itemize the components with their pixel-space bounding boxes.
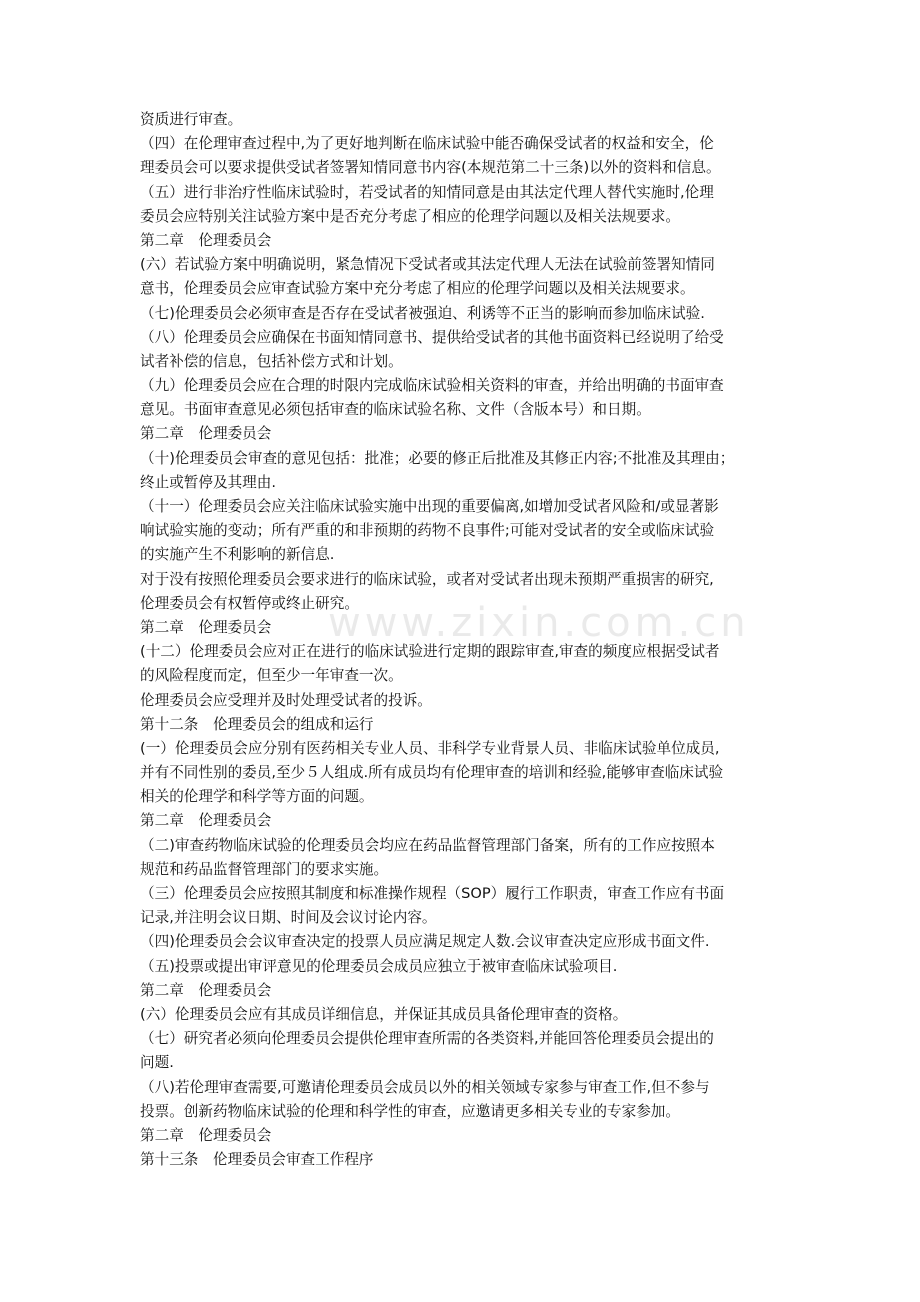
text-line: （四）在伦理审查过程中,为了更好地判断在临床试验中能否确保受试者的权益和安全，伦 <box>140 135 714 153</box>
text-line: (十二）伦理委员会应对正在进行的临床试验进行定期的跟踪审查,审查的频度应根据受试者 <box>140 643 720 661</box>
text-line: 第二章 伦理委员会 <box>140 1126 272 1144</box>
text-line: （二)审查药物临床试验的伦理委员会均应在药品监督管理部门备案，所有的工作应按照本 <box>140 836 715 854</box>
text-line: 意书，伦理委员会应审查试验方案中充分考虑了相应的伦理学问题以及相关法规要求。 <box>140 280 695 298</box>
text-line: 第十二条 伦理委员会的组成和运行 <box>140 715 374 733</box>
text-line: 对于没有按照伦理委员会要求进行的临床试验，或者对受试者出现未预期严重损害的研究, <box>140 570 714 588</box>
text-line: 的实施产生不利影响的新信息. <box>140 546 335 564</box>
text-line: 投票。创新药物临床试验的伦理和科学性的审查，应邀请更多相关专业的专家参加。 <box>140 1102 680 1120</box>
text-line: 相关的伦理学和科学等方面的问题。 <box>140 788 374 806</box>
text-line: （四)伦理委员会会议审查决定的投票人员应满足规定人数.会议审查决定应形成书面文件. <box>140 933 710 951</box>
text-line: 理委员会可以要求提供受试者签署知情同意书内容(本规范第二十三条)以外的资料和信息。 <box>140 159 721 177</box>
text-line: 并有不同性别的委员,至少５人组成.所有成员均有伦理审查的培训和经验,能够审查临床试验 <box>140 764 724 782</box>
text-line: （八）伦理委员会应确保在书面知情同意书、提供给受试者的其他书面资料已经说明了给受 <box>140 328 724 346</box>
text-line: （七)伦理委员会必须审查是否存在受试者被强迫、利诱等不正当的影响而参加临床试验. <box>140 304 705 322</box>
text-line: （七）研究者必须向伦理委员会提供伦理审查所需的各类资料,并能回答伦理委员会提出的 <box>140 1030 714 1048</box>
text-line: （十一）伦理委员会应关注临床试验实施中出现的重要偏离,如增加受试者风险和/或显著影 <box>140 498 719 515</box>
text-line: 响试验实施的变动；所有严重的和非预期的药物不良事件;可能对受试者的安全或临床试验 <box>140 522 715 540</box>
text-line: 伦理委员会应受理并及时处理受试者的投诉。 <box>140 691 432 709</box>
text-line: 第二章 伦理委员会 <box>140 231 272 249</box>
text-line: (六）若试验方案中明确说明，紧急情况下受试者或其法定代理人无法在试验前签署知情同 <box>140 256 715 274</box>
text-line: （三）伦理委员会应按照其制度和标准操作规程（SOP）履行工作职责，审查工作应有书面 <box>140 885 725 902</box>
text-line: 问题. <box>140 1054 174 1072</box>
text-line: 第二章 伦理委员会 <box>140 812 272 830</box>
document-body <box>140 108 785 1172</box>
text-line: 资质进行审查。 <box>140 111 243 128</box>
text-line: 意见。书面审查意见必须包括审查的临床试验名称、文件（含版本号）和日期。 <box>140 401 651 419</box>
text-line: 伦理委员会有权暂停或终止研究。 <box>140 594 359 612</box>
text-line: (一）伦理委员会应分别有医药相关专业人员、非科学专业背景人员、非临床试验单位成员, <box>140 739 720 757</box>
text-line: （十)伦理委员会审查的意见包括：批准；必要的修正后批准及其修正内容;不批准及其理由； <box>140 449 735 467</box>
text-line: (六）伦理委员会应有其成员详细信息，并保证其成员具备伦理审查的资格。 <box>140 1005 628 1023</box>
text-line: 规范和药品监督管理部门的要求实施。 <box>140 860 389 878</box>
watermark-text: www.zixin.com.cn <box>328 600 750 646</box>
text-line: （九）伦理委员会应在合理的时限内完成临床试验相关资料的审查，并给出明确的书面审查 <box>140 377 724 395</box>
text-line: 记录,并注明会议日期、时间及会议讨论内容。 <box>140 909 437 927</box>
text-line: 委员会应特别关注试验方案中是否充分考虑了相应的伦理学问题以及相关法规要求。 <box>140 207 680 225</box>
text-line: （五）进行非治疗性临床试验时，若受试者的知情同意是由其法定代理人替代实施时,伦理 <box>140 183 714 201</box>
text-line: 第二章 伦理委员会 <box>140 425 272 443</box>
text-line: 第二章 伦理委员会 <box>140 618 272 636</box>
text-line: 第二章 伦理委员会 <box>140 981 272 999</box>
text-line: （五)投票或提出审评意见的伦理委员会成员应独立于被审查临床试验项目. <box>140 957 618 975</box>
text-line: 终止或暂停及其理由. <box>140 473 276 491</box>
text-line: 试者补偿的信息，包括补偿方式和计划。 <box>140 352 403 370</box>
text-line: 的风险程度而定，但至少一年审查一次。 <box>140 667 403 685</box>
text-line: 第十三条 伦理委员会审查工作程序 <box>140 1151 374 1169</box>
text-line: （八)若伦理审查需要,可邀请伦理委员会成员以外的相关领域专家参与审查工作,但不参与 <box>140 1078 710 1096</box>
